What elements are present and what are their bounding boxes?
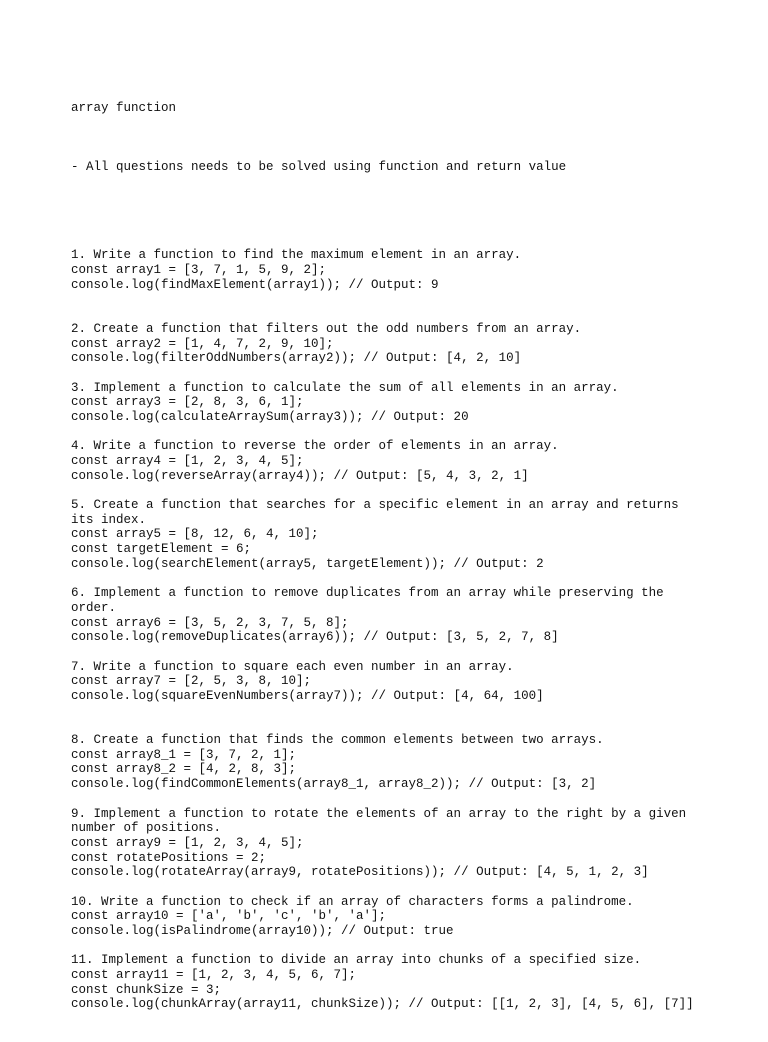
code-line: console.log(findMaxElement(array1)); // Output: 9 — [71, 277, 439, 292]
instruction-note: - All questions needs to be solved using function and return value — [71, 160, 567, 175]
code-line: number of positions. — [71, 821, 222, 836]
code-line: console.log(calculateArraySum(array3)); // Output: 20 — [71, 409, 469, 424]
question-prompt: 6. Implement a function to remove duplicates from an array while preserving the — [71, 586, 664, 601]
code-line: console.log(squareEvenNumbers(array7)); // Output: [4, 64, 100] — [71, 689, 544, 704]
code-line: const array5 = [8, 12, 6, 4, 10]; — [71, 527, 319, 542]
code-line: console.log(searchElement(array5, targetElement)); // Output: 2 — [71, 556, 544, 571]
code-line: const array8_2 = [4, 2, 8, 3]; — [71, 762, 297, 777]
document-title: array function — [71, 101, 177, 116]
question-8 — [71, 733, 751, 792]
code-line: console.log(chunkArray(array11, chunkSize)); // Output: [[1, 2, 3], [4, 5, 6], [7]] — [71, 997, 694, 1012]
question-1 — [71, 248, 751, 292]
code-line: const array9 = [1, 2, 3, 4, 5]; — [71, 835, 304, 850]
question-prompt: 1. Write a function to find the maximum element in an array. — [71, 248, 522, 263]
question-7 — [71, 660, 751, 704]
question-prompt: 2. Create a function that filters out the odd numbers from an array. — [71, 321, 582, 336]
question-prompt: 11. Implement a function to divide an array into chunks of a specified size. — [71, 953, 642, 968]
code-line: console.log(filterOddNumbers(array2)); // Output: [4, 2, 10] — [71, 351, 522, 366]
question-10 — [71, 895, 751, 939]
question-prompt: 8. Create a function that finds the common elements between two arrays. — [71, 733, 604, 748]
code-line: console.log(rotateArray(array9, rotatePositions)); // Output: [4, 5, 1, 2, 3] — [71, 865, 649, 880]
code-line: console.log(findCommonElements(array8_1, array8_2)); // Output: [3, 2] — [71, 777, 597, 792]
question-4 — [71, 439, 751, 483]
code-line: const targetElement = 6; — [71, 542, 252, 557]
code-line: const array4 = [1, 2, 3, 4, 5]; — [71, 454, 304, 469]
document-body — [71, 72, 751, 1042]
question-5 — [71, 498, 751, 571]
question-prompt: 3. Implement a function to calculate the sum of all elements in an array. — [71, 380, 619, 395]
code-line: const array1 = [3, 7, 1, 5, 9, 2]; — [71, 263, 327, 278]
code-line: const array3 = [2, 8, 3, 6, 1]; — [71, 395, 304, 410]
code-line: const array10 = ['a', 'b', 'c', 'b', 'a']; — [71, 909, 387, 924]
question-6 — [71, 586, 751, 645]
question-11 — [71, 953, 751, 1012]
code-line: const array8_1 = [3, 7, 2, 1]; — [71, 747, 297, 762]
code-line: console.log(reverseArray(array4)); // Output: [5, 4, 3, 2, 1] — [71, 468, 529, 483]
code-line: order. — [71, 600, 117, 615]
code-line: console.log(removeDuplicates(array6)); // Output: [3, 5, 2, 7, 8] — [71, 630, 559, 645]
code-line: its index. — [71, 512, 147, 527]
code-line: const array7 = [2, 5, 3, 8, 10]; — [71, 674, 312, 689]
code-line: const rotatePositions = 2; — [71, 850, 267, 865]
question-9 — [71, 807, 751, 880]
question-prompt: 5. Create a function that searches for a specific element in an array and returns — [71, 498, 679, 513]
question-prompt: 4. Write a function to reverse the order of elements in an array. — [71, 439, 559, 454]
question-prompt: 10. Write a function to check if an array of characters forms a palindrome. — [71, 894, 634, 909]
code-line: const chunkSize = 3; — [71, 982, 222, 997]
code-line: const array2 = [1, 4, 7, 2, 9, 10]; — [71, 336, 334, 351]
code-line: console.log(isPalindrome(array10)); // Output: true — [71, 924, 454, 939]
question-3 — [71, 381, 751, 425]
question-prompt: 9. Implement a function to rotate the elements of an array to the right by a given — [71, 806, 687, 821]
question-prompt: 7. Write a function to square each even number in an array. — [71, 659, 514, 674]
question-list — [71, 248, 751, 1012]
question-2 — [71, 322, 751, 366]
code-line: const array6 = [3, 5, 2, 3, 7, 5, 8]; — [71, 615, 349, 630]
code-line: const array11 = [1, 2, 3, 4, 5, 6, 7]; — [71, 968, 357, 983]
